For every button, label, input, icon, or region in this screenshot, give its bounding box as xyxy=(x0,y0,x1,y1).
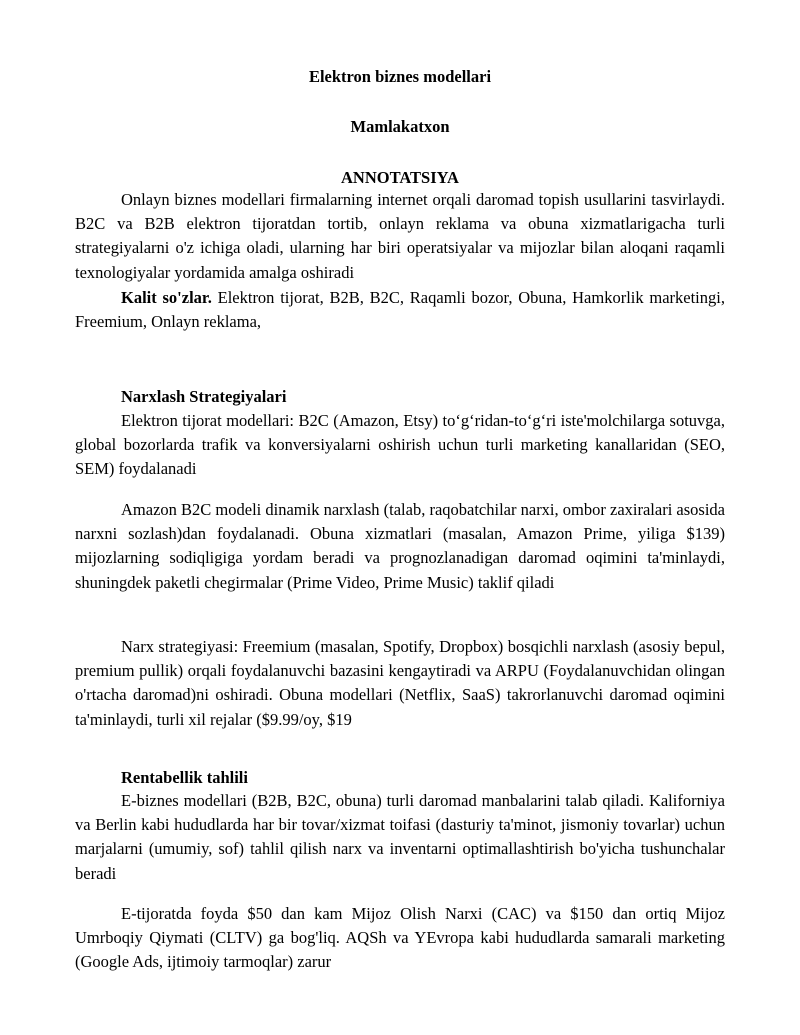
author-name: Mamlakatxon xyxy=(350,117,450,136)
annotation-paragraph: Onlayn biznes modellari firmalarning internet orqali daromad topish usullarini tasvirlaydi. B2C va B2B elektron tijoratdan tortib, onlayn reklama va obuna xizmatlarigacha turli strategiyalarni o'z ichiga oladi, ularning har biri operatsiyalar va mijozlar bilan aloqani raqamli texnologiyalar yordamida amalga oshiradi xyxy=(75,190,725,282)
pricing-paragraph-1: Elektron tijorat modellari: B2C (Amazon, Etsy) to‘g‘ridan-to‘g‘ri iste'molchilarga sotuvga, global bozorlarda trafik va konversiyalarni oshirish uchun turli marketing kanallaridan (SEO, SEM) foydalanadi xyxy=(75,411,725,479)
keywords-label: Kalit so'zlar. xyxy=(121,288,212,307)
pricing-paragraph-3: Narx strategiyasi: Freemium (masalan, Spotify, Dropbox) bosqichli narxlash (asosiy bepul, premium pullik) orqali foydalanuvchi bazasini kengaytiradi va ARPU (Foydalanuvchidan olingan o'rtacha daromad)ni oshiradi. Obuna modellari (Netflix, SaaS) takrorlanuvchi daromad oqimini ta'minlaydi, turli xil rejalar ($9.99/oy, $19 xyxy=(75,637,725,729)
keywords-paragraph xyxy=(75,286,725,334)
document-title: Elektron biznes modellari xyxy=(308,67,492,86)
profitability-paragraph-2: E-tijoratda foyda $50 dan kam Mijoz Olish Narxi (CAC) va $150 dan ortiq Mijoz Umrboqiy Qiymati (CLTV) ga bog'liq. AQSh va YEvropa kabi hududlarda samarali marketing (Google Ads, ijtimoiy tarmoqlar) zarur xyxy=(75,904,725,972)
pricing-paragraph-2: Amazon B2C modeli dinamik narxlash (talab, raqobatchilar narxi, ombor zaxiralari asosida narxni sozlash)dan foydalanadi. Obuna xizmatlari (masalan, Amazon Prime, yiliga $139) mijozlarning sodiqligiga yordam beradi va prognozlanadigan daromad oqimini ta'minlaydi, shuningdek paketli chegirmalar (Prime Video, Prime Music) taklif qiladi xyxy=(75,500,725,592)
annotation-heading: ANNOTATSIYA xyxy=(341,168,459,187)
keywords-text: Elektron tijorat, B2B, B2C, Raqamli bozor, Obuna, Hamkorlik marketingi, Freemium, Onlayn reklama, xyxy=(75,288,725,332)
section-heading-profitability: Rentabellik tahlili xyxy=(121,768,248,787)
profitability-paragraph-1: E-biznes modellari (B2B, B2C, obuna) turli daromad manbalarini talab qiladi. Kaliforniya va Berlin kabi hududlarda har bir tovar/xizmat toifasi (dasturiy ta'minot, jismoniy tovarlar) uchun marjalarni (umumiy, sof) tahlil qilish narx va inventarni optimallashtirish bo'yicha tushunchalar beradi xyxy=(75,791,725,883)
section-heading-pricing: Narxlash Strategiyalari xyxy=(121,387,287,406)
